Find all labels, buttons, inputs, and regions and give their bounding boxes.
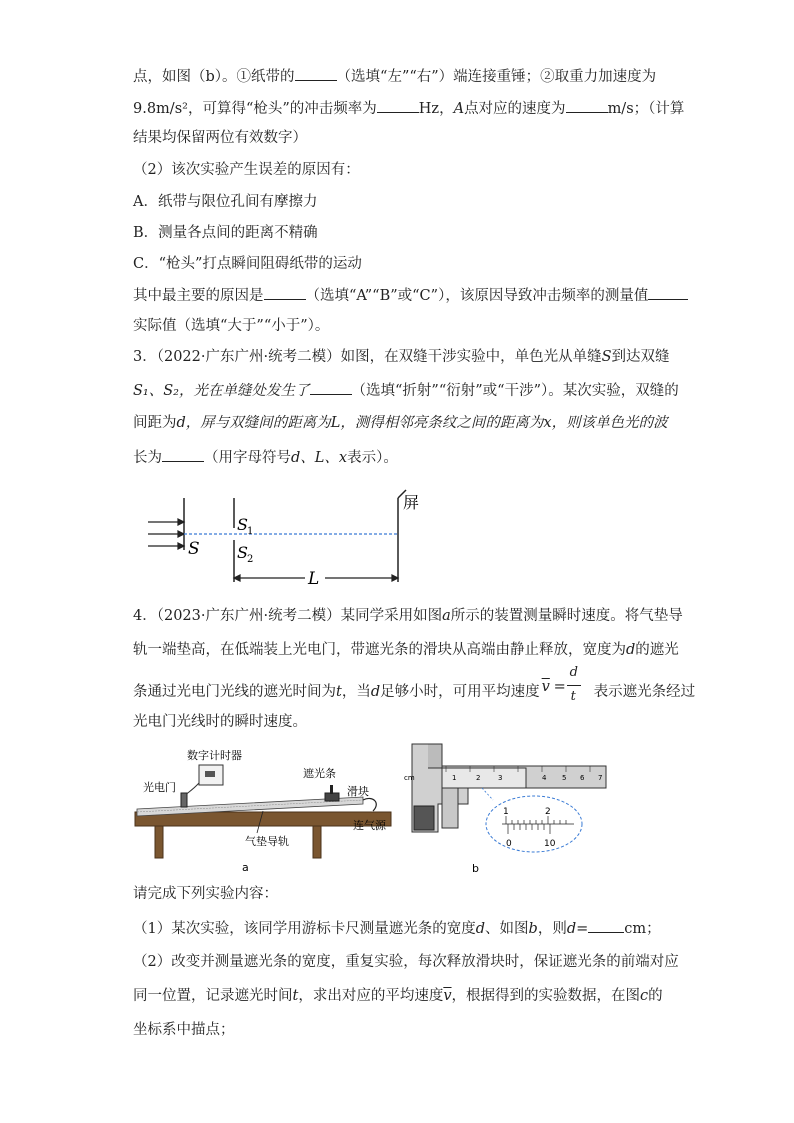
double-slit-figure bbox=[140, 490, 440, 590]
answer-blank[interactable] bbox=[162, 447, 204, 462]
answer-blank[interactable] bbox=[648, 285, 688, 300]
svg-text:2: 2 bbox=[476, 774, 481, 782]
question-4-line-1: 4．（2023·广东广州·统考二模）某同学采用如图a所示的装置测量瞬时速度。将气垫导 bbox=[133, 608, 683, 624]
instructions-line: 请完成下列实验内容： bbox=[133, 886, 278, 902]
photogate bbox=[181, 793, 187, 807]
average-velocity-formula: $\overline{v}$ = d t bbox=[540, 676, 594, 696]
gas-source-label: 连气源 bbox=[353, 819, 386, 832]
caliper-cm-label: cm bbox=[404, 774, 415, 782]
figure-a-label: a bbox=[242, 861, 249, 874]
slit-S1-label: S bbox=[237, 515, 248, 534]
zoom-scale-numbers bbox=[503, 807, 556, 849]
svg-text:5: 5 bbox=[562, 774, 567, 782]
svg-text:1: 1 bbox=[503, 807, 509, 817]
svg-text:2: 2 bbox=[545, 807, 551, 817]
option-a: A．纸带与限位孔间有摩擦力 bbox=[133, 194, 318, 210]
caliper-object bbox=[414, 806, 434, 830]
text-line-8: 其中最主要的原因是 （选填“A”“B”或“C”），该原因导致冲击频率的测量值 bbox=[133, 285, 688, 306]
screen-label: 屏 bbox=[403, 493, 420, 512]
table-leg-left bbox=[155, 826, 163, 858]
question-3-line-1: 3．（2022·广东广州·统考二模）如图，在双缝干涉实验中，单色光从单缝S到达双缝 bbox=[133, 349, 670, 365]
slider-block bbox=[325, 793, 339, 801]
text-line-3: 结果均保留两位有效数字） bbox=[133, 130, 307, 146]
answer-blank[interactable] bbox=[264, 285, 306, 300]
svg-text:7: 7 bbox=[598, 774, 603, 782]
timer-display bbox=[205, 771, 215, 777]
answer-blank[interactable] bbox=[295, 66, 337, 81]
svg-text:0: 0 bbox=[506, 839, 512, 849]
part-1-line: （1）某次实验，该同学用游标卡尺测量遮光条的宽度d、如图b，则d= cm； bbox=[133, 918, 661, 939]
incoming-light-arrows bbox=[148, 519, 184, 549]
option-c: C．“枪头”打点瞬间阻碍纸带的运动 bbox=[133, 256, 362, 272]
answer-blank[interactable] bbox=[310, 380, 352, 395]
light-shield-strip bbox=[330, 785, 333, 794]
distance-L-label: L bbox=[308, 569, 320, 589]
question-4-line-4: 光电门光线时的瞬时速度。 bbox=[133, 714, 307, 730]
question-3-line-3: 间距为d，屏与双缝间的距离为L，测得相邻亮条纹之间的距离为x，则该单色光的波 bbox=[133, 415, 668, 431]
table-leg-right bbox=[313, 826, 321, 858]
part-2-line-3: 坐标系中描点； bbox=[133, 1022, 235, 1038]
text-line-2: 9.8m/s²，可算得“枪头”的冲击频率为 Hz，A点对应的速度为 m/s；（计算 bbox=[133, 98, 684, 119]
text-line-1: 点，如图（b）。①纸带的 （选填“左”“右”）端连接重锤；②取重力加速度为 bbox=[133, 66, 656, 87]
question-4-line-2: 轨一端垫高，在低端装上光电门，带遮光条的滑块从高端由静止释放，宽度为d的遮光 bbox=[133, 642, 679, 658]
figure-b-label: b bbox=[472, 862, 479, 875]
text-line-9: 实际值（选填“大于”“小于”）。 bbox=[133, 318, 330, 334]
zoom-scale-ticks bbox=[502, 816, 574, 834]
option-b: B．测量各点间的距离不精确 bbox=[133, 225, 318, 241]
answer-blank[interactable] bbox=[377, 98, 419, 113]
answer-blank[interactable] bbox=[588, 918, 624, 933]
timer-label: 数字计时器 bbox=[187, 749, 242, 762]
svg-text:6: 6 bbox=[580, 774, 585, 782]
vernier-caliper-figure-b bbox=[398, 740, 608, 880]
strip-label: 遮光条 bbox=[303, 767, 336, 780]
part-2-line-1: （2）改变并测量遮光条的宽度，重复实验，每次释放滑块时，保证遮光条的前端对应 bbox=[133, 954, 679, 970]
air-track-figure-a bbox=[133, 745, 393, 880]
svg-text:1: 1 bbox=[452, 774, 457, 782]
question-3-line-4: 长为 （用字母符号d、L、x表示）。 bbox=[133, 447, 398, 468]
question-4-line-3: 条通过光电门光线的遮光时间为t，当d足够小时，可用平均速度 $\overline{v}$ = d t 表示遮光条经过 bbox=[133, 665, 696, 704]
answer-blank[interactable] bbox=[566, 98, 608, 113]
svg-text:10: 10 bbox=[544, 839, 556, 849]
v-bar-symbol: $\overline{v}$ bbox=[443, 988, 452, 1004]
slider-label: 滑块 bbox=[347, 785, 369, 798]
svg-text:3: 3 bbox=[498, 774, 503, 782]
photogate-label: 光电门 bbox=[143, 781, 176, 794]
slit-S2-subscript: 2 bbox=[247, 554, 254, 565]
rail-label: 气垫导轨 bbox=[245, 835, 289, 848]
slit-S2-label: S bbox=[237, 543, 248, 562]
fraction-bar bbox=[567, 685, 581, 686]
text-line-4: （2）该次实验产生误差的原因有： bbox=[133, 162, 360, 178]
slit-S1-subscript: 1 bbox=[247, 526, 254, 537]
air-hose bbox=[363, 798, 376, 811]
slit-S-label: S bbox=[188, 539, 200, 559]
part-2-line-2: 同一位置，记录遮光时间t，求出对应的平均速度$\overline{v}$，根据得到的实验数据，在图c的 bbox=[133, 988, 663, 1004]
svg-text:4: 4 bbox=[542, 774, 547, 782]
question-3-line-2: S₁、S₂，光在单缝处发生了 （选填“折射”“衍射”或“干涉”）。某次实验，双缝的 bbox=[133, 380, 679, 401]
